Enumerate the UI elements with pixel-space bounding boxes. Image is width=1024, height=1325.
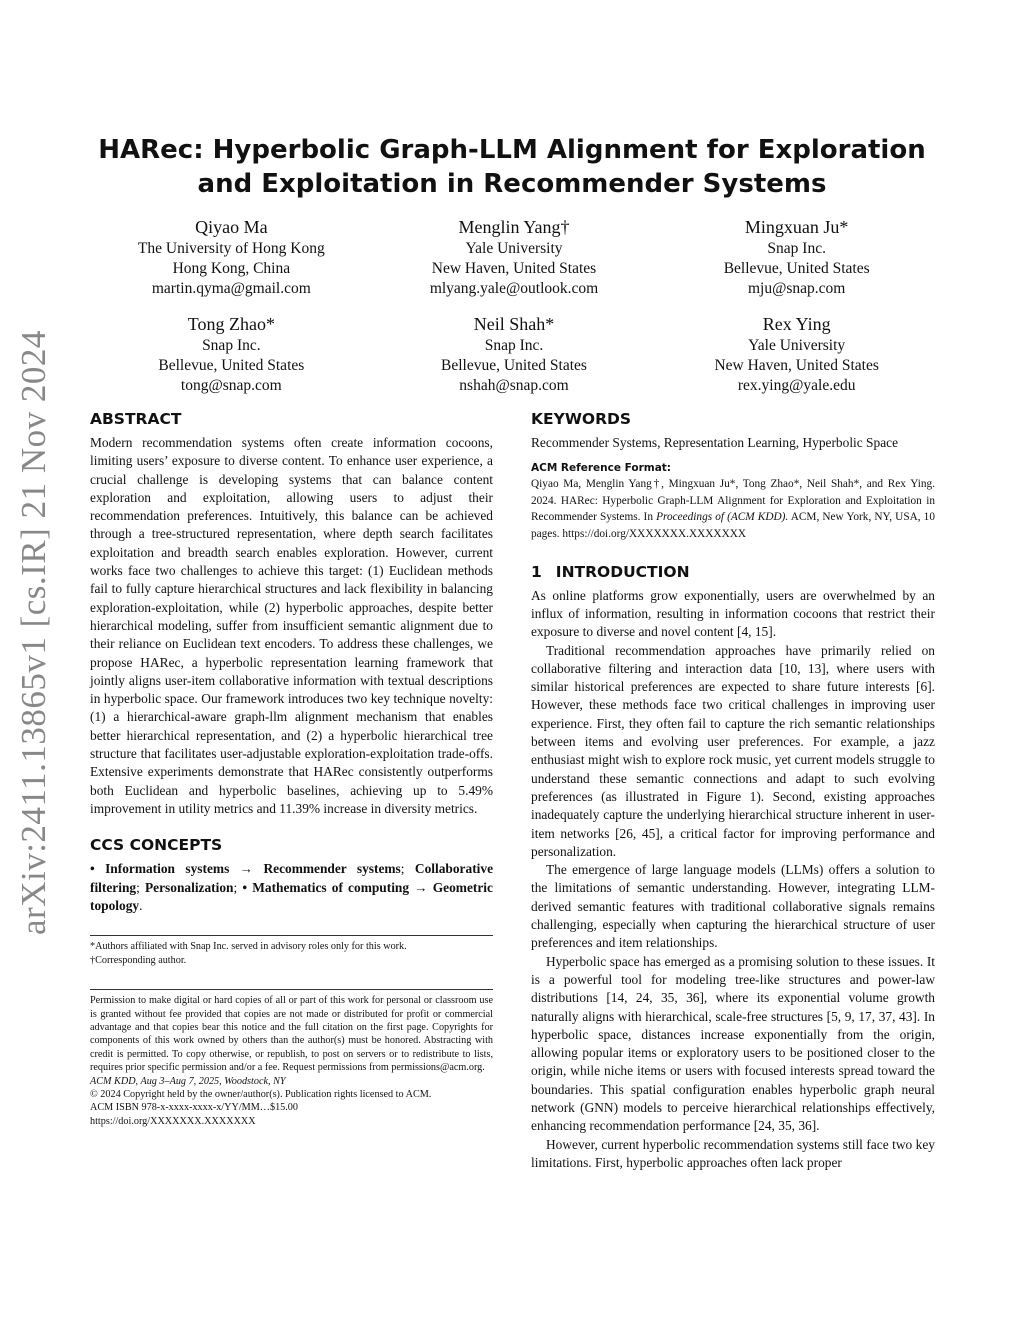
- author-location: Hong Kong, China: [172, 260, 291, 277]
- left-column: [90, 408, 493, 1128]
- abstract-heading: ABSTRACT: [90, 410, 182, 428]
- section-number: 1: [531, 562, 542, 581]
- intro-paragraph: However, current hyperbolic recommendation systems still face two key limitations. First, hyperbolic approaches often lack proper: [531, 1136, 935, 1170]
- author-block: [373, 313, 656, 396]
- author-email: nshah@snap.com: [459, 377, 569, 394]
- author-location: Bellevue, United States: [723, 260, 870, 277]
- permission-divider: [90, 989, 493, 990]
- ccs-separator: .: [139, 897, 143, 913]
- author-location: New Haven, United States: [714, 357, 879, 374]
- author-block: [90, 313, 373, 396]
- author-name: Mingxuan Ju*: [744, 217, 849, 237]
- isbn: ACM ISBN 978-x-xxxx-xxxx-x/YY/MM…$15.00: [90, 1102, 298, 1114]
- intro-paragraph: Traditional recommendation approaches have primarily relied on collaborative filtering and interaction data [10, 13], where users with similar historical preferences are expected to share future interests [6]. However, these methods face two critical challenges in improving user experience. First, they often fail to capture the rich semantic relationships between items and evolving user preferences. For example, a jazz enthusiast might wish to explore rock music, yet current models struggle to understand these semantic connections and adapt to such evolving preferences (as illustrated in Figure 1). Second, existing approaches inadequately capture the underlying hierarchical structure inherent in user-item networks [26, 45], a critical factor for improving performance and personalization.: [531, 642, 935, 859]
- intro-paragraph: The emergence of large language models (LLMs) offers a solution to the limitations of semantic understanding. However, integrating LLM-derived semantic features with traditional collaborative signals remains challenging, especially when capturing the hierarchical structure of user preferences and item relationships.: [531, 862, 935, 951]
- author-block: [90, 216, 373, 299]
- author-block: [655, 216, 938, 299]
- doi-link[interactable]: https://doi.org/XXXXXXX.XXXXXXX: [90, 1115, 256, 1127]
- keywords-text: Recommender Systems, Representation Learning, Hyperbolic Space: [531, 435, 899, 450]
- ccs-separator: ;: [136, 879, 145, 895]
- arxiv-identifier: arXiv:2411.13865v1 [cs.IR] 21 Nov 2024: [14, 330, 53, 935]
- section-title: INTRODUCTION: [555, 562, 690, 581]
- copyright-notice: © 2024 Copyright held by the owner/author(s). Publication rights licensed to ACM.: [90, 1088, 432, 1100]
- author-location: New Haven, United States: [431, 260, 597, 277]
- author-affiliation: Snap Inc.: [484, 337, 544, 354]
- ccs-concept: Personalization: [144, 879, 234, 895]
- footnote-corresponding: †Corresponding author.: [90, 954, 187, 966]
- acm-reference: Qiyao Ma, Menglin Yang†, Mingxuan Ju*, Tong Zhao*, Neil Shah*, and Rex Ying. 2024. HARec: Hyperbolic Graph-LLM Alignment for Exploration and Exploitation in Recommender Systems. In Proceedings of (ACM KDD). ACM, New York, NY, USA, 10 pages. https://doi.org/XXXXXXX.XXXXXXX: [531, 478, 935, 541]
- author-email: tong@snap.com: [180, 377, 282, 394]
- author-name: Qiyao Ma: [195, 217, 268, 237]
- footnote-advisory: *Authors affiliated with Snap Inc. served in advisory roles only for this work.: [90, 941, 407, 953]
- author-affiliation: Snap Inc.: [767, 240, 826, 257]
- author-row-1: [90, 216, 938, 299]
- author-affiliation: The University of Hong Kong: [137, 240, 325, 257]
- keywords-heading: KEYWORDS: [531, 410, 632, 428]
- ccs-heading: CCS CONCEPTS: [90, 836, 223, 855]
- venue: ACM KDD, Aug 3–Aug 7, 2025, Woodstock, NY: [90, 1075, 286, 1087]
- intro-paragraph: As online platforms grow exponentially, users are overwhelmed by an influx of information, resulting in information cocoons that restrict their exposure to diverse and novel content [4, 15].: [531, 587, 935, 640]
- ccs-separator: ;: [233, 879, 243, 895]
- author-name: Neil Shah*: [473, 314, 555, 334]
- abstract-text: Modern recommendation systems often create information cocoons, limiting users’ exposure to diverse content. To enhance user experience, a crucial challenge is developing systems that can balance content exploration and exploitation, allowing users to adjust their recommendation preferences. Intuitively, this balance can be achieved through a tree-structured representation, where depth search facilitates exploitation and breadth search enables exploration. However, current works face two challenges to achieve this target: (1) Euclidean methods fail to fully capture hierarchical structures and lack flexibility in balancing exploration-exploitation, while (2) hyperbolic approaches, despite better hierarchical modeling, suffer from insufficient semantic alignment due to their reliance on Euclidean text encoders. To address these challenges, we propose HARec, a hyperbolic representation learning framework that jointly aligns user-item collaborative information with textual descriptions in hyperbolic space. Our framework introduces two key technique novelty: (1) a hierarchical-aware graph-llm alignment mechanism that enables better hierarchical representation, and (2) a hyperbolic hierarchical tree structure that facilitates user-adjustable exploration-exploitation trade-offs. Extensive experiments demonstrate that HARec consistently outperforms both Euclidean and hyperbolic baselines, achieving up to 5.49% improvement in utility metrics and 11.39% increase in diversity metrics.: [90, 435, 493, 816]
- introduction-heading: [531, 561, 935, 583]
- author-name: Rex Ying: [762, 314, 831, 334]
- author-email: martin.qyma@gmail.com: [151, 280, 311, 297]
- footnote-divider: [90, 935, 493, 936]
- author-name: Menglin Yang†: [458, 217, 570, 237]
- author-location: Bellevue, United States: [158, 357, 305, 374]
- ccs-concept: • Mathematics of computing → Geometric topology: [90, 879, 493, 913]
- author-row-2: [90, 313, 938, 396]
- author-affiliation: Yale University: [465, 240, 563, 257]
- author-block: [373, 216, 656, 299]
- right-column: [531, 408, 935, 1172]
- author-location: Bellevue, United States: [441, 357, 587, 374]
- ccs-concept: • Information systems → Recommender systems: [90, 861, 401, 877]
- author-affiliation: Snap Inc.: [202, 337, 261, 354]
- author-affiliation: Yale University: [748, 337, 846, 354]
- author-name: Tong Zhao*: [187, 314, 275, 334]
- ccs-separator: ;: [400, 861, 415, 877]
- ccs-concept: Collaborative filtering: [90, 861, 494, 895]
- acm-reference-heading: ACM Reference Format:: [531, 462, 671, 475]
- permission-notice: Permission to make digital or hard copies of all or part of this work for personal or classroom use is granted without fee provided that copies are not made or distributed for profit or commercial advantage and that copies bear this notice and the full citation on the first page. Copyrights for components of this work owned by others than the author(s) must be honored. Abstracting with credit is permitted. To copy otherwise, or republish, to post on servers or to redistribute to lists, requires prior specific permission and/or a fee. Request permissions from permissions@acm.org.: [90, 995, 493, 1074]
- author-email: mju@snap.com: [748, 280, 846, 297]
- ccs-concepts: [90, 860, 493, 915]
- author-block: [655, 313, 938, 396]
- paper-title: HARec: Hyperbolic Graph-LLM Alignment for Exploration and Exploitation in Recommender Systems: [98, 135, 926, 199]
- author-email: mlyang.yale@outlook.com: [429, 280, 599, 297]
- intro-paragraph: Hyperbolic space has emerged as a promising solution to these issues. It is a powerful tool for modeling tree-like structures and power-law distributions [14, 24, 35, 36], where its exponential volume growth naturally aligns with hierarchical, scale-free structures [5, 9, 17, 37, 43]. In hyperbolic space, distances increase exponentially from the origin, allowing popular items or exploratory users to be positioned closer to the origin, while niche items or users with focused interests spread toward the boundaries. This spatial configuration enables hyperbolic graph neural network (GNN) models to perceive hierarchical relationships effectively, enhancing recommendation performance [24, 35, 36].: [531, 953, 935, 1134]
- author-email: rex.ying@yale.edu: [737, 377, 856, 394]
